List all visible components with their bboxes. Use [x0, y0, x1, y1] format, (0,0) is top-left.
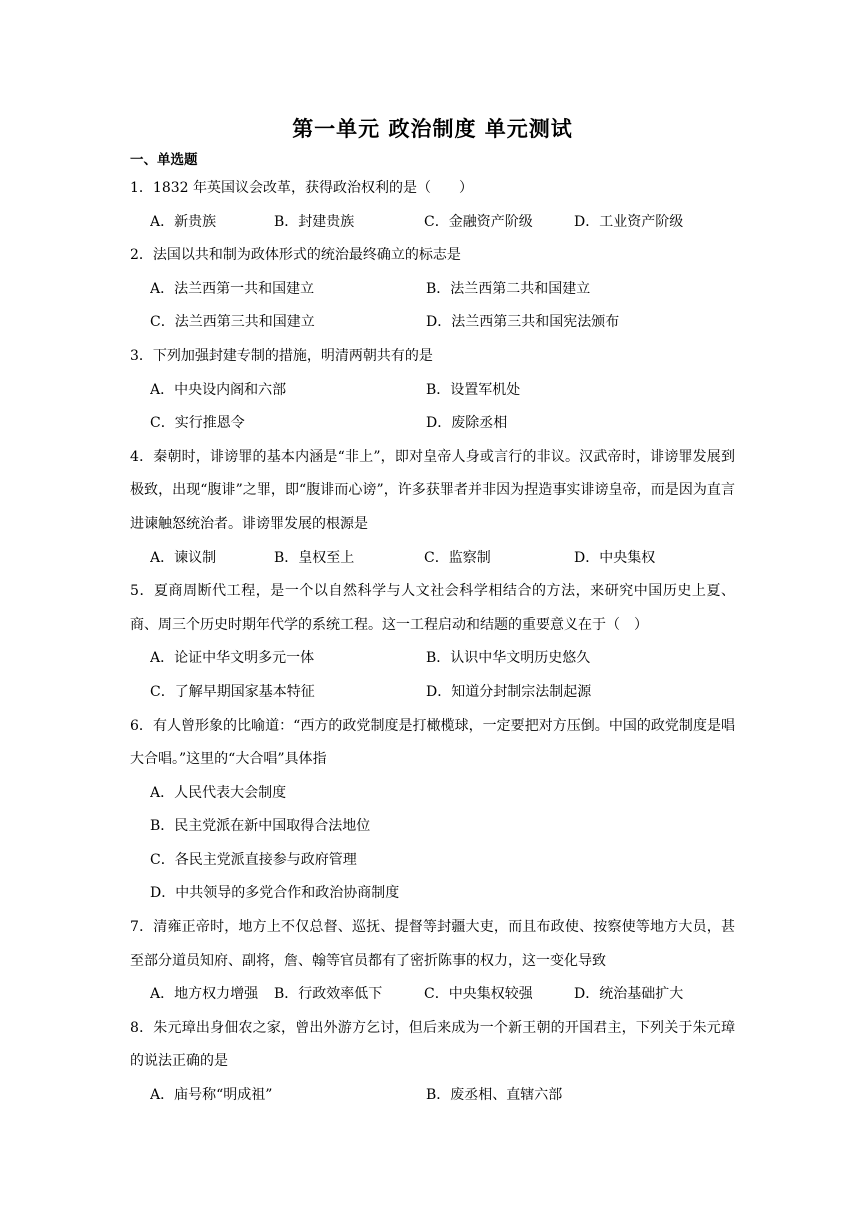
option-d: D．废除丞相: [426, 415, 508, 432]
question-5-options: [130, 642, 735, 709]
option-a: A．谏议制: [150, 549, 217, 566]
option-c: C．监察制: [424, 549, 491, 566]
question-4-options: [130, 542, 735, 576]
option-a: A．人民代表大会制度: [150, 784, 287, 801]
option-d: D．中共领导的多党合作和政治协商制度: [150, 885, 400, 902]
question-2-stem: 2．法国以共和制为政体形式的统治最终确立的标志是: [130, 247, 461, 264]
option-d: D．中央集权: [574, 549, 656, 566]
exam-page: [130, 112, 735, 1113]
question-8-stem: 8．朱元璋出身佃农之家，曾出外游方乞讨，但后来成为一个新王朝的开国君主，下列关于朱元璋的说法正确的是: [130, 1019, 735, 1070]
option-b: B．设置军机处: [426, 381, 521, 398]
option-a: A．中央设内阁和六部: [150, 381, 287, 398]
option-b: B．认识中华文明历史悠久: [426, 650, 591, 667]
question-4-stem: 4．秦朝时，诽谤罪的基本内涵是“非上”，即对皇帝人身或言行的非议。汉武帝时，诽谤罪发展到极致，出现“腹诽”之罪，即“腹诽而心谤”，许多获罪者并非因为捏造事实诽谤皇帝，而是因为直言进谏触怒统治者。诽谤罪发展的根源是: [130, 448, 735, 532]
option-d: D．知道分封制宗法制起源: [426, 683, 592, 700]
option-a: A．论证中华文明多元一体: [150, 650, 315, 667]
option-c: C．了解早期国家基本特征: [150, 683, 315, 700]
question-1-stem: 1．1832 年英国议会改革，获得政治权利的是（ ）: [130, 180, 473, 196]
option-b: B．封建贵族: [274, 213, 355, 230]
question-6-options: [130, 777, 735, 911]
option-c: C．中央集权较强: [424, 986, 533, 1003]
option-d: D．法兰西第三共和国宪法颁布: [426, 314, 620, 331]
option-a: A．地方权力增强: [150, 986, 259, 1003]
question-2-options: [130, 273, 735, 340]
question-5-stem: 5．夏商周断代工程，是一个以自然科学与人文社会科学相结合的方法，来研究中国历史上夏、商、周三个历史时期年代学的系统工程。这一工程启动和结题的重要意义在于（ ）: [130, 583, 735, 633]
question-3-stem: 3．下列加强封建专制的措施，明清两朝共有的是: [130, 347, 433, 364]
option-a: A．法兰西第一共和国建立: [150, 280, 315, 297]
question-7-options: [130, 978, 735, 1012]
option-b: B．皇权至上: [274, 549, 355, 566]
question-3-options: [130, 374, 735, 441]
option-d: D．工业资产阶级: [574, 213, 684, 230]
question-6-stem: 6．有人曾形象的比喻道：“西方的政党制度是打橄榄球，一定要把对方压倒。中国的政党制度是唱大合唱。”这里的“大合唱”具体指: [130, 717, 735, 768]
question-1-options: [130, 206, 735, 240]
option-c: C．法兰西第三共和国建立: [150, 314, 315, 331]
option-b: B．法兰西第二共和国建立: [426, 280, 591, 297]
option-c: C．实行推恩令: [150, 415, 245, 432]
option-a: A．庙号称“明成祖”: [150, 1087, 273, 1104]
page-title: 第一单元 政治制度 单元测试: [292, 117, 573, 141]
option-a: A．新贵族: [150, 213, 217, 230]
option-d: D．统治基础扩大: [574, 986, 684, 1003]
option-b: B．民主党派在新中国取得合法地位: [150, 818, 371, 835]
question-8-options: [130, 1079, 735, 1113]
section-heading: 一、单选题: [130, 152, 198, 168]
option-b: B．废丞相、直辖六部: [426, 1087, 563, 1104]
option-c: C．金融资产阶级: [424, 213, 533, 230]
option-b: B．行政效率低下: [274, 986, 383, 1003]
option-c: C．各民主党派直接参与政府管理: [150, 851, 357, 868]
question-7-stem: 7．清雍正帝时，地方上不仅总督、巡抚、提督等封疆大吏，而且布政使、按察使等地方大员，甚至部分道员知府、副将，詹、翰等官员都有了密折陈事的权力，这一变化导致: [130, 919, 735, 969]
